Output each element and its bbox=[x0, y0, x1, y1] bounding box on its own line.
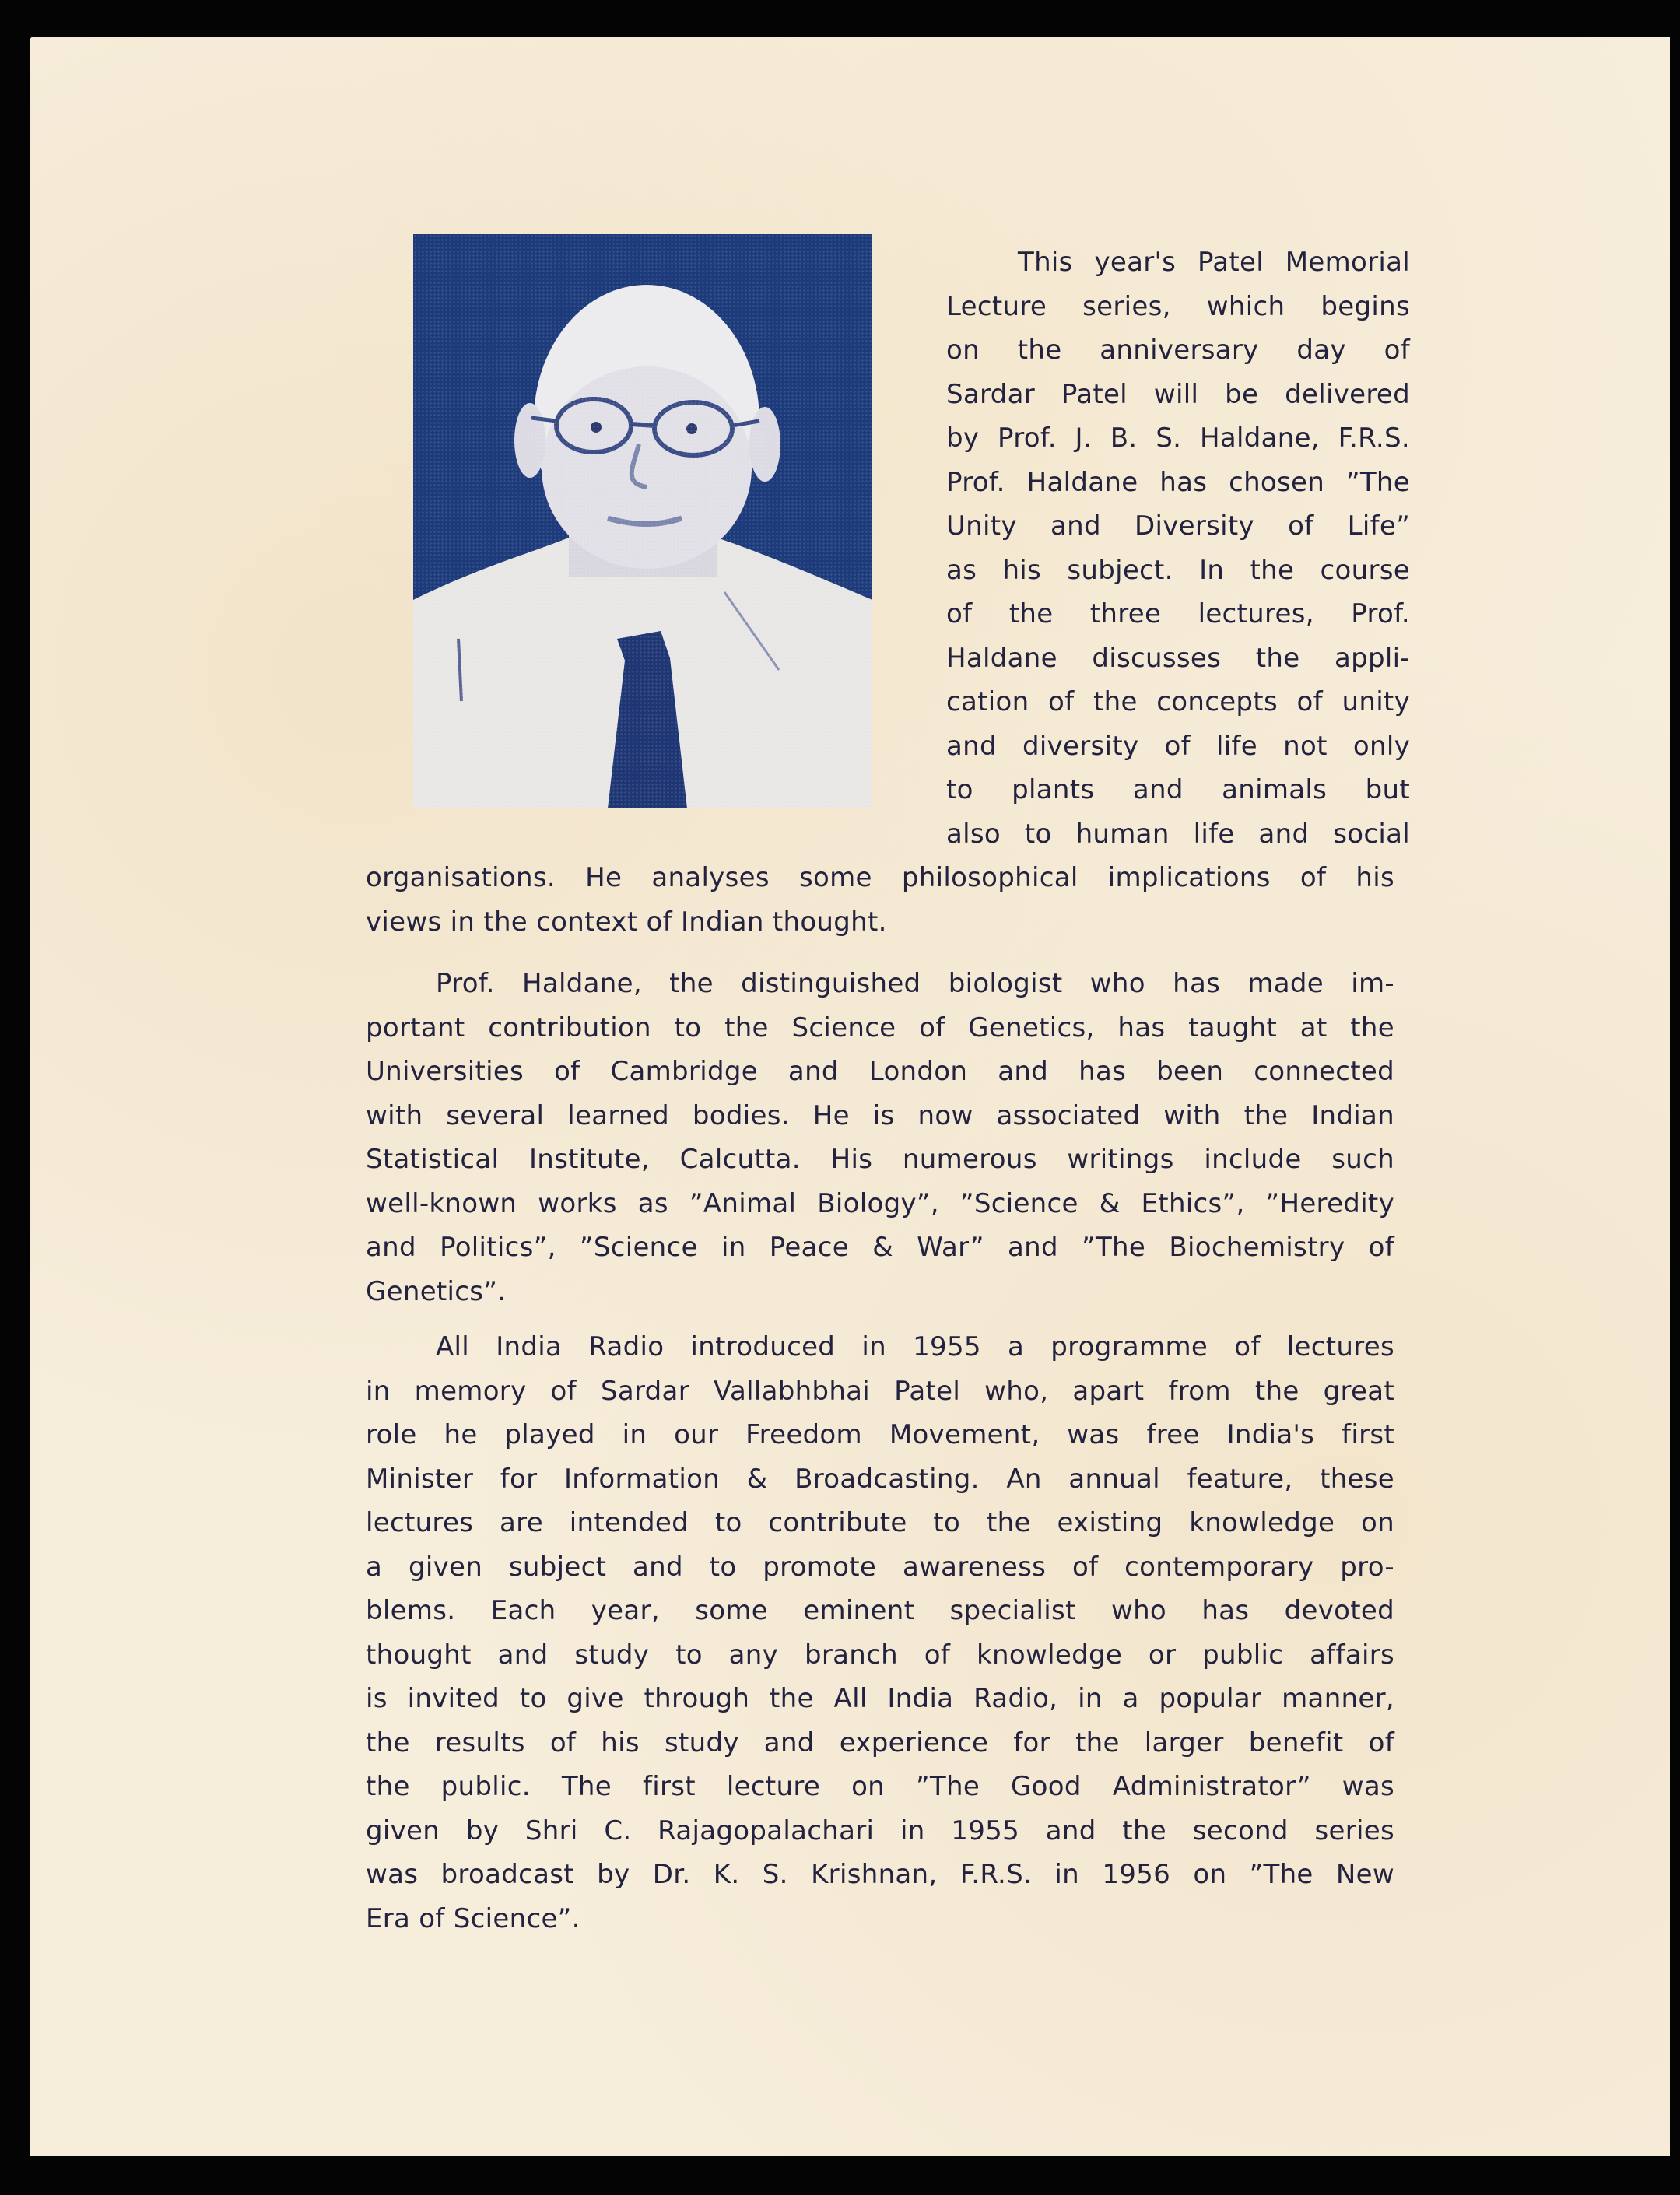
text-line: Haldane discusses the appli- bbox=[946, 642, 1410, 674]
text-line: on the anniversary day of bbox=[946, 335, 1410, 366]
text-line: Era of Science”. bbox=[366, 1902, 580, 1934]
biography-paragraph bbox=[366, 962, 1394, 1313]
text-line: also to human life and social bbox=[946, 818, 1410, 850]
text-line: the results of his study and experience for the larger benefit of bbox=[366, 1727, 1394, 1758]
text-line: by Prof. J. B. S. Haldane, F.R.S. bbox=[946, 423, 1410, 454]
portrait-photo bbox=[413, 234, 872, 808]
text-line: cation of the concepts of unity bbox=[946, 686, 1410, 717]
page-sheet bbox=[30, 37, 1670, 2156]
text-line: Lecture series, which begins bbox=[946, 290, 1410, 322]
intro-continuation bbox=[366, 856, 1394, 944]
text-line: role he played in our Freedom Movement, was free India's first bbox=[366, 1419, 1394, 1450]
text-line: blems. Each year, some eminent specialist who has devoted bbox=[366, 1595, 1394, 1626]
text-line: as his subject. In the course bbox=[946, 554, 1410, 586]
programme-paragraph bbox=[366, 1325, 1394, 1941]
text-line: organisations. He analyses some philosophical implications of his bbox=[366, 862, 1394, 893]
text-line: views in the context of Indian thought. bbox=[366, 906, 887, 938]
text-line: Prof. Haldane has chosen ”The bbox=[946, 466, 1410, 498]
text-line: well-known works as ”Animal Biology”, ”Science & Ethics”, ”Heredity bbox=[366, 1187, 1394, 1219]
text-line: given by Shri C. Rajagopalachari in 1955 and the second series bbox=[366, 1815, 1394, 1846]
text-line: Minister for Information & Broadcasting. An annual feature, these bbox=[366, 1463, 1394, 1495]
intro-wrapped-text bbox=[946, 240, 1410, 856]
text-line: Universities of Cambridge and London and has been connected bbox=[366, 1056, 1394, 1087]
text-line: a given subject and to promote awareness of contemporary pro- bbox=[366, 1551, 1394, 1583]
text-line: was broadcast by Dr. K. S. Krishnan, F.R.S. in 1956 on ”The New bbox=[366, 1859, 1394, 1890]
text-line: This year's Patel Memorial bbox=[1018, 247, 1410, 278]
text-line: to plants and animals but bbox=[946, 774, 1410, 805]
text-line: with several learned bodies. He is now associated with the Indian bbox=[366, 1099, 1394, 1131]
text-line: and Politics”, ”Science in Peace & War” and ”The Biochemistry of bbox=[366, 1232, 1394, 1263]
text-line: in memory of Sardar Vallabhbhai Patel who, apart from the great bbox=[366, 1375, 1394, 1407]
text-line: and diversity of life not only bbox=[946, 730, 1410, 762]
text-line: Genetics”. bbox=[366, 1275, 507, 1307]
text-line: thought and study to any branch of knowledge or public affairs bbox=[366, 1639, 1394, 1671]
text-line: lectures are intended to contribute to the existing knowledge on bbox=[366, 1507, 1394, 1538]
text-line: the public. The first lecture on ”The Good Administrator” was bbox=[366, 1771, 1394, 1802]
text-line: Unity and Diversity of Life” bbox=[946, 510, 1410, 542]
text-line: Sardar Patel will be delivered bbox=[946, 378, 1410, 410]
text-line: All India Radio introduced in 1955 a programme of lectures bbox=[436, 1331, 1394, 1362]
text-line: portant contribution to the Science of Genetics, has taught at the bbox=[366, 1012, 1394, 1043]
portrait-illustration bbox=[413, 234, 872, 808]
text-line: Prof. Haldane, the distinguished biologist who has made im- bbox=[436, 968, 1394, 999]
text-line: Statistical Institute, Calcutta. His numerous writings include such bbox=[366, 1144, 1394, 1175]
text-line: of the three lectures, Prof. bbox=[946, 598, 1410, 629]
text-line: is invited to give through the All India Radio, in a popular manner, bbox=[366, 1683, 1394, 1714]
